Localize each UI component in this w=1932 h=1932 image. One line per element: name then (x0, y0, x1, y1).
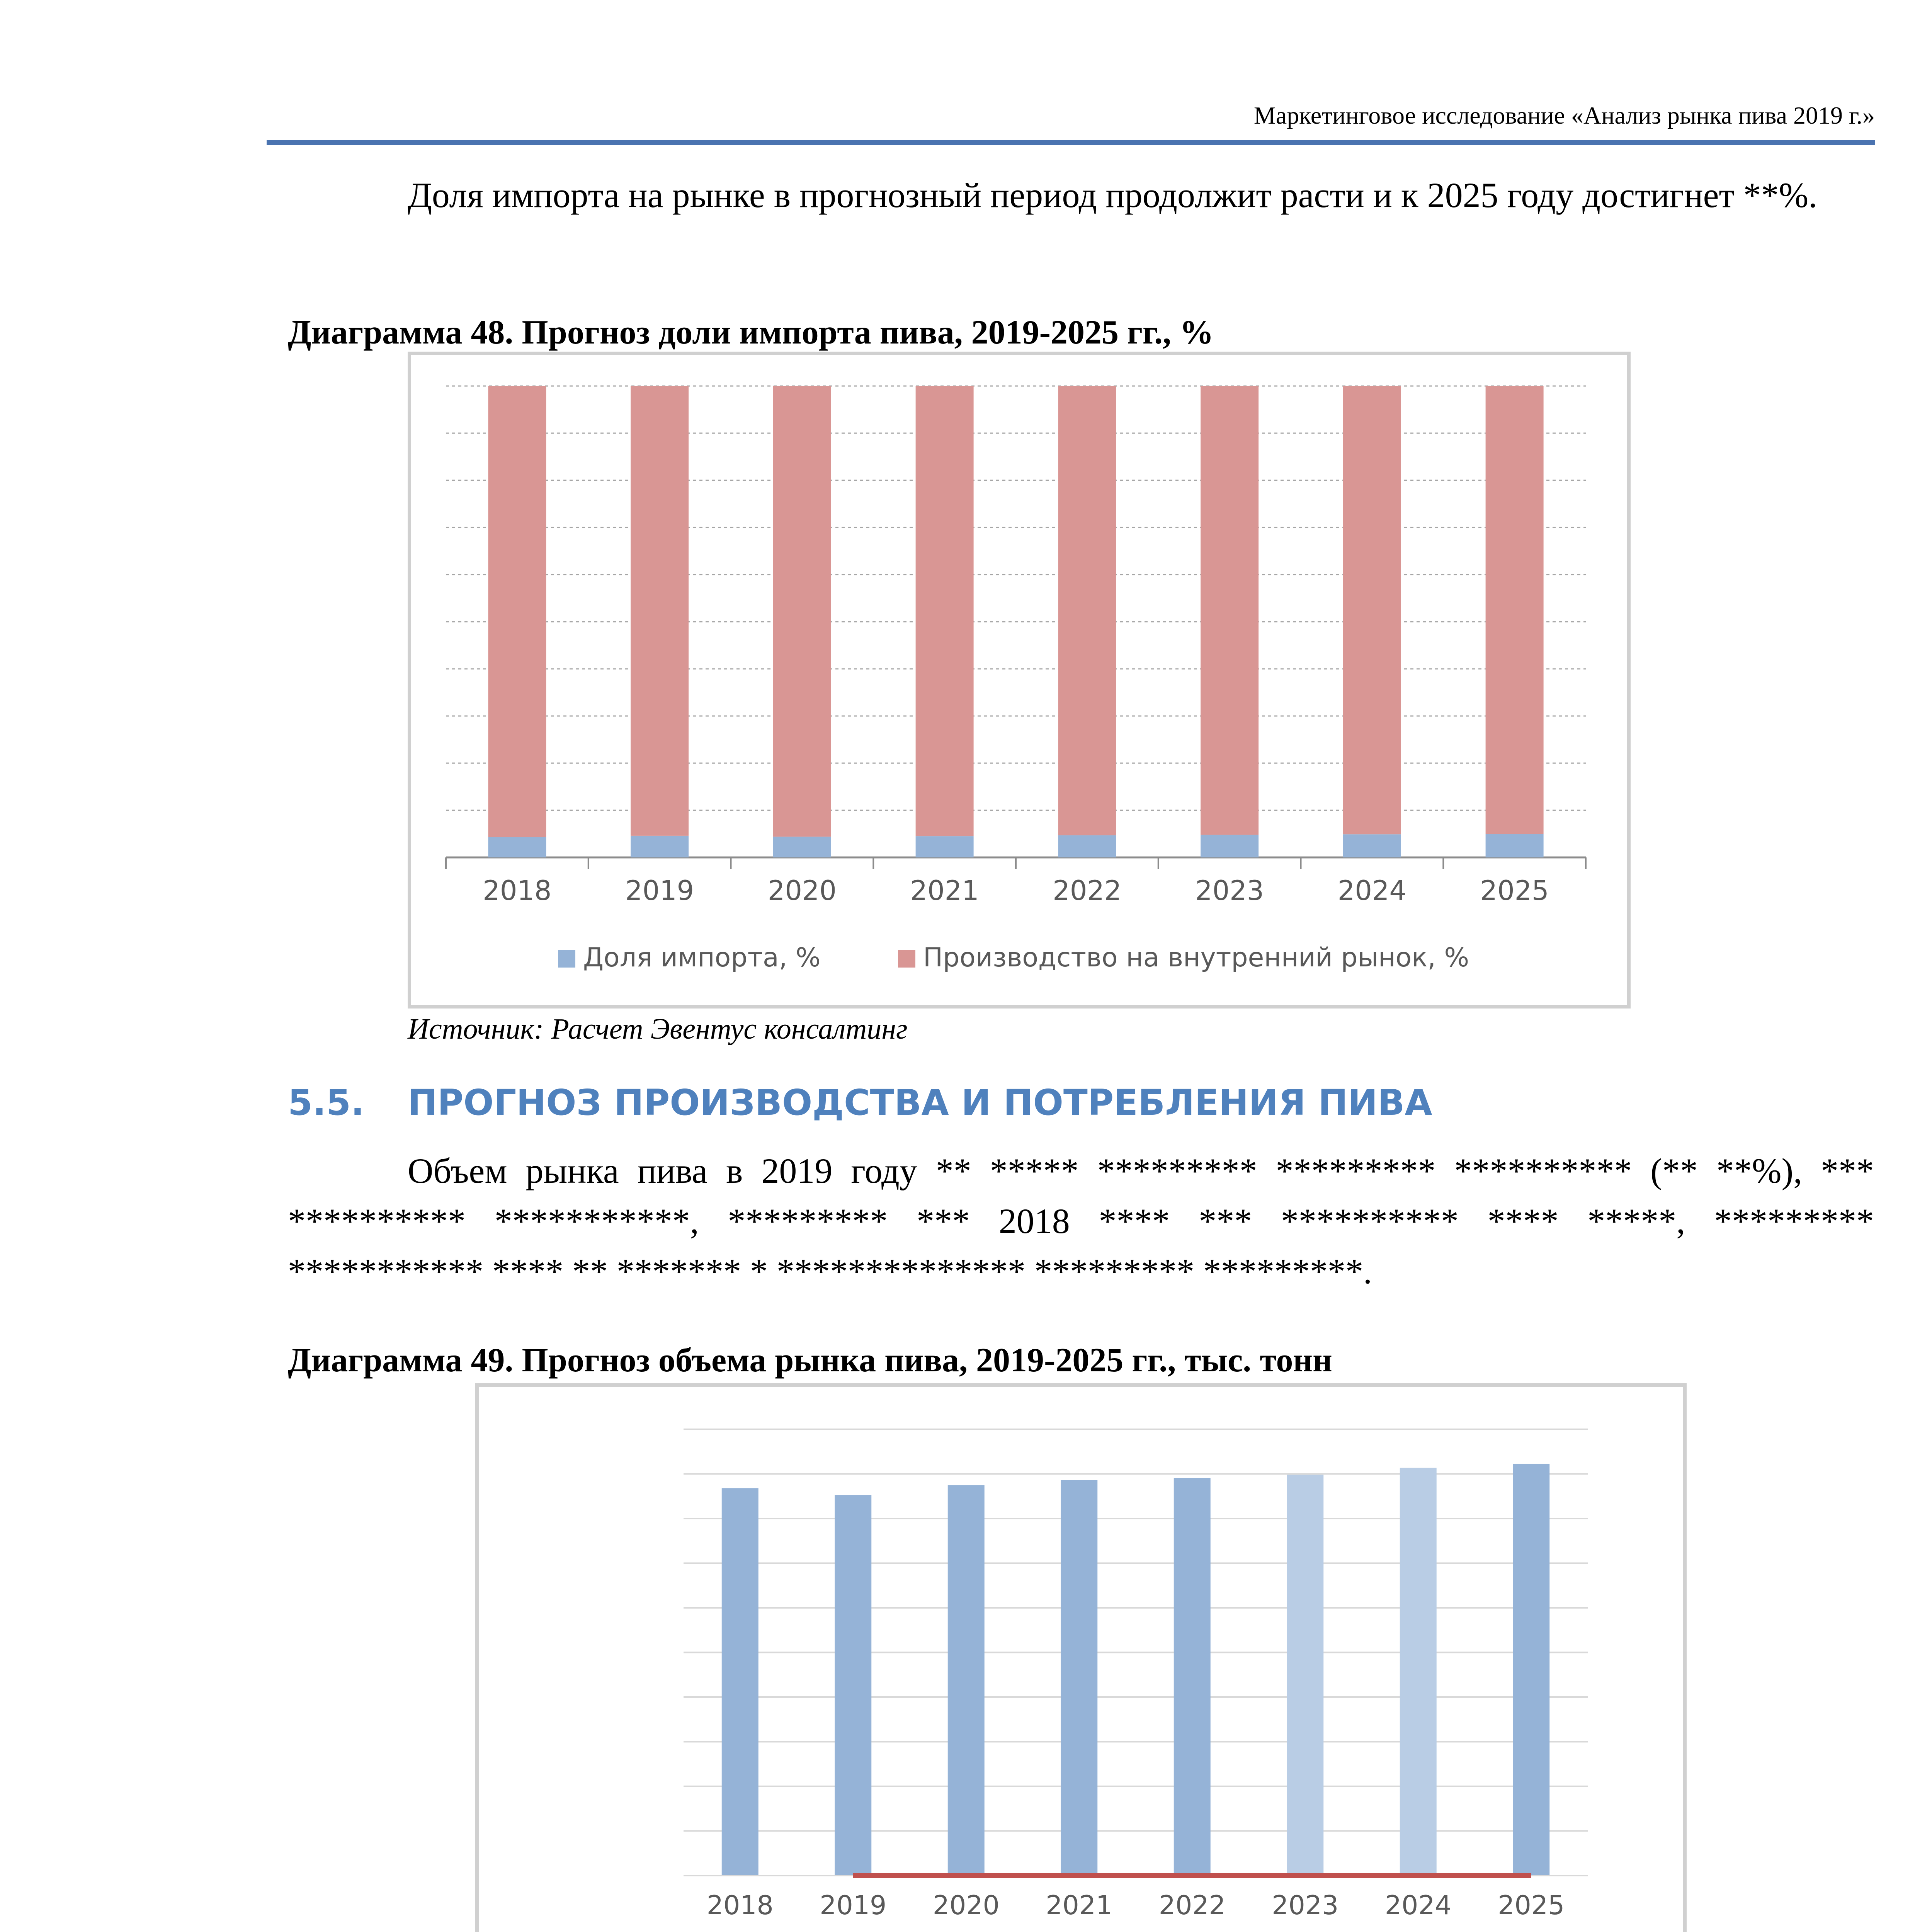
bar-segment-domestic (1486, 386, 1544, 834)
x-tick-label: 2024 (1337, 875, 1406, 906)
bar-segment-domestic (1343, 386, 1401, 834)
bar-segment-import (916, 836, 974, 857)
x-tick-label: 2025 (1498, 1890, 1565, 1921)
header-divider (267, 140, 1875, 145)
document-header-title: Маркетинговое исследование «Анализ рынка пива 2019 г.» (1253, 102, 1875, 129)
diagram-48-frame (408, 352, 1631, 1009)
section-title: ПРОГНОЗ ПРОИЗВОДСТВА И ПОТРЕБЛЕНИЯ ПИВА (408, 1082, 1432, 1123)
section-heading (288, 1082, 1432, 1123)
intro-paragraph: Доля импорта на рынке в прогнозный период продолжит расти и к 2025 году достигнет **%. (408, 175, 1818, 215)
bar (1287, 1475, 1323, 1876)
bar (1061, 1480, 1097, 1876)
diagram-49-caption: Диаграмма 49. Прогноз объема рынка пива, 2019-2025 гг., тыс. тонн (288, 1342, 1332, 1379)
bar-segment-import (1343, 834, 1401, 857)
bar (1400, 1468, 1437, 1876)
legend-swatch (898, 950, 915, 968)
bar (948, 1485, 985, 1876)
x-tick-label: 2020 (767, 875, 837, 906)
section-number: 5.5. (288, 1082, 364, 1123)
diagram-48-caption: Диаграмма 48. Прогноз доли импорта пива, 2019-2025 гг., % (288, 314, 1214, 351)
bar-segment-domestic (916, 386, 974, 836)
bar-segment-domestic (1201, 386, 1259, 835)
x-tick-label: 2018 (706, 1890, 774, 1921)
x-tick-label: 2024 (1384, 1890, 1452, 1921)
bar-segment-import (773, 837, 831, 857)
x-tick-label: 2023 (1195, 875, 1264, 906)
legend-swatch (558, 950, 575, 968)
diagram-48-chart (411, 355, 1627, 1005)
diagram-49-chart (479, 1387, 1683, 1932)
x-tick-label: 2019 (820, 1890, 887, 1921)
bar-segment-domestic (631, 386, 689, 836)
bar-segment-import (1058, 835, 1116, 857)
bar (1513, 1464, 1549, 1876)
x-tick-label: 2022 (1053, 875, 1122, 906)
bar (722, 1488, 759, 1876)
legend-label: Доля импорта, % (583, 942, 821, 973)
x-tick-label: 2021 (910, 875, 979, 906)
bar (1174, 1478, 1211, 1876)
bar-segment-domestic (1058, 386, 1116, 835)
bar-segment-import (488, 837, 546, 857)
legend-label: Производство на внутренний рынок, % (923, 942, 1469, 973)
x-tick-label: 2023 (1272, 1890, 1339, 1921)
diagram-48-source: Источник: Расчет Эвентус консалтинг (408, 1013, 908, 1045)
bar (835, 1495, 871, 1876)
x-tick-label: 2025 (1480, 875, 1549, 906)
diagram-49-frame (475, 1383, 1687, 1932)
x-tick-label: 2022 (1158, 1890, 1226, 1921)
x-tick-label: 2020 (932, 1890, 1000, 1921)
bar-segment-import (1201, 835, 1259, 857)
bar-segment-domestic (488, 386, 546, 837)
bar-segment-import (631, 836, 689, 857)
bar-segment-import (1486, 834, 1544, 857)
x-tick-label: 2021 (1046, 1890, 1113, 1921)
x-tick-label: 2018 (483, 875, 552, 906)
x-tick-label: 2019 (625, 875, 694, 906)
bar-segment-domestic (773, 386, 831, 837)
market-volume-paragraph: Объем рынка пива в 2019 году ** ***** ********* ********* ********** (** **%), *** ********** ***********, ********* *** 2018 **** *** ********** **** *****, ********* *********** **** ** ******* * ************** ********* *********. (288, 1151, 1874, 1291)
